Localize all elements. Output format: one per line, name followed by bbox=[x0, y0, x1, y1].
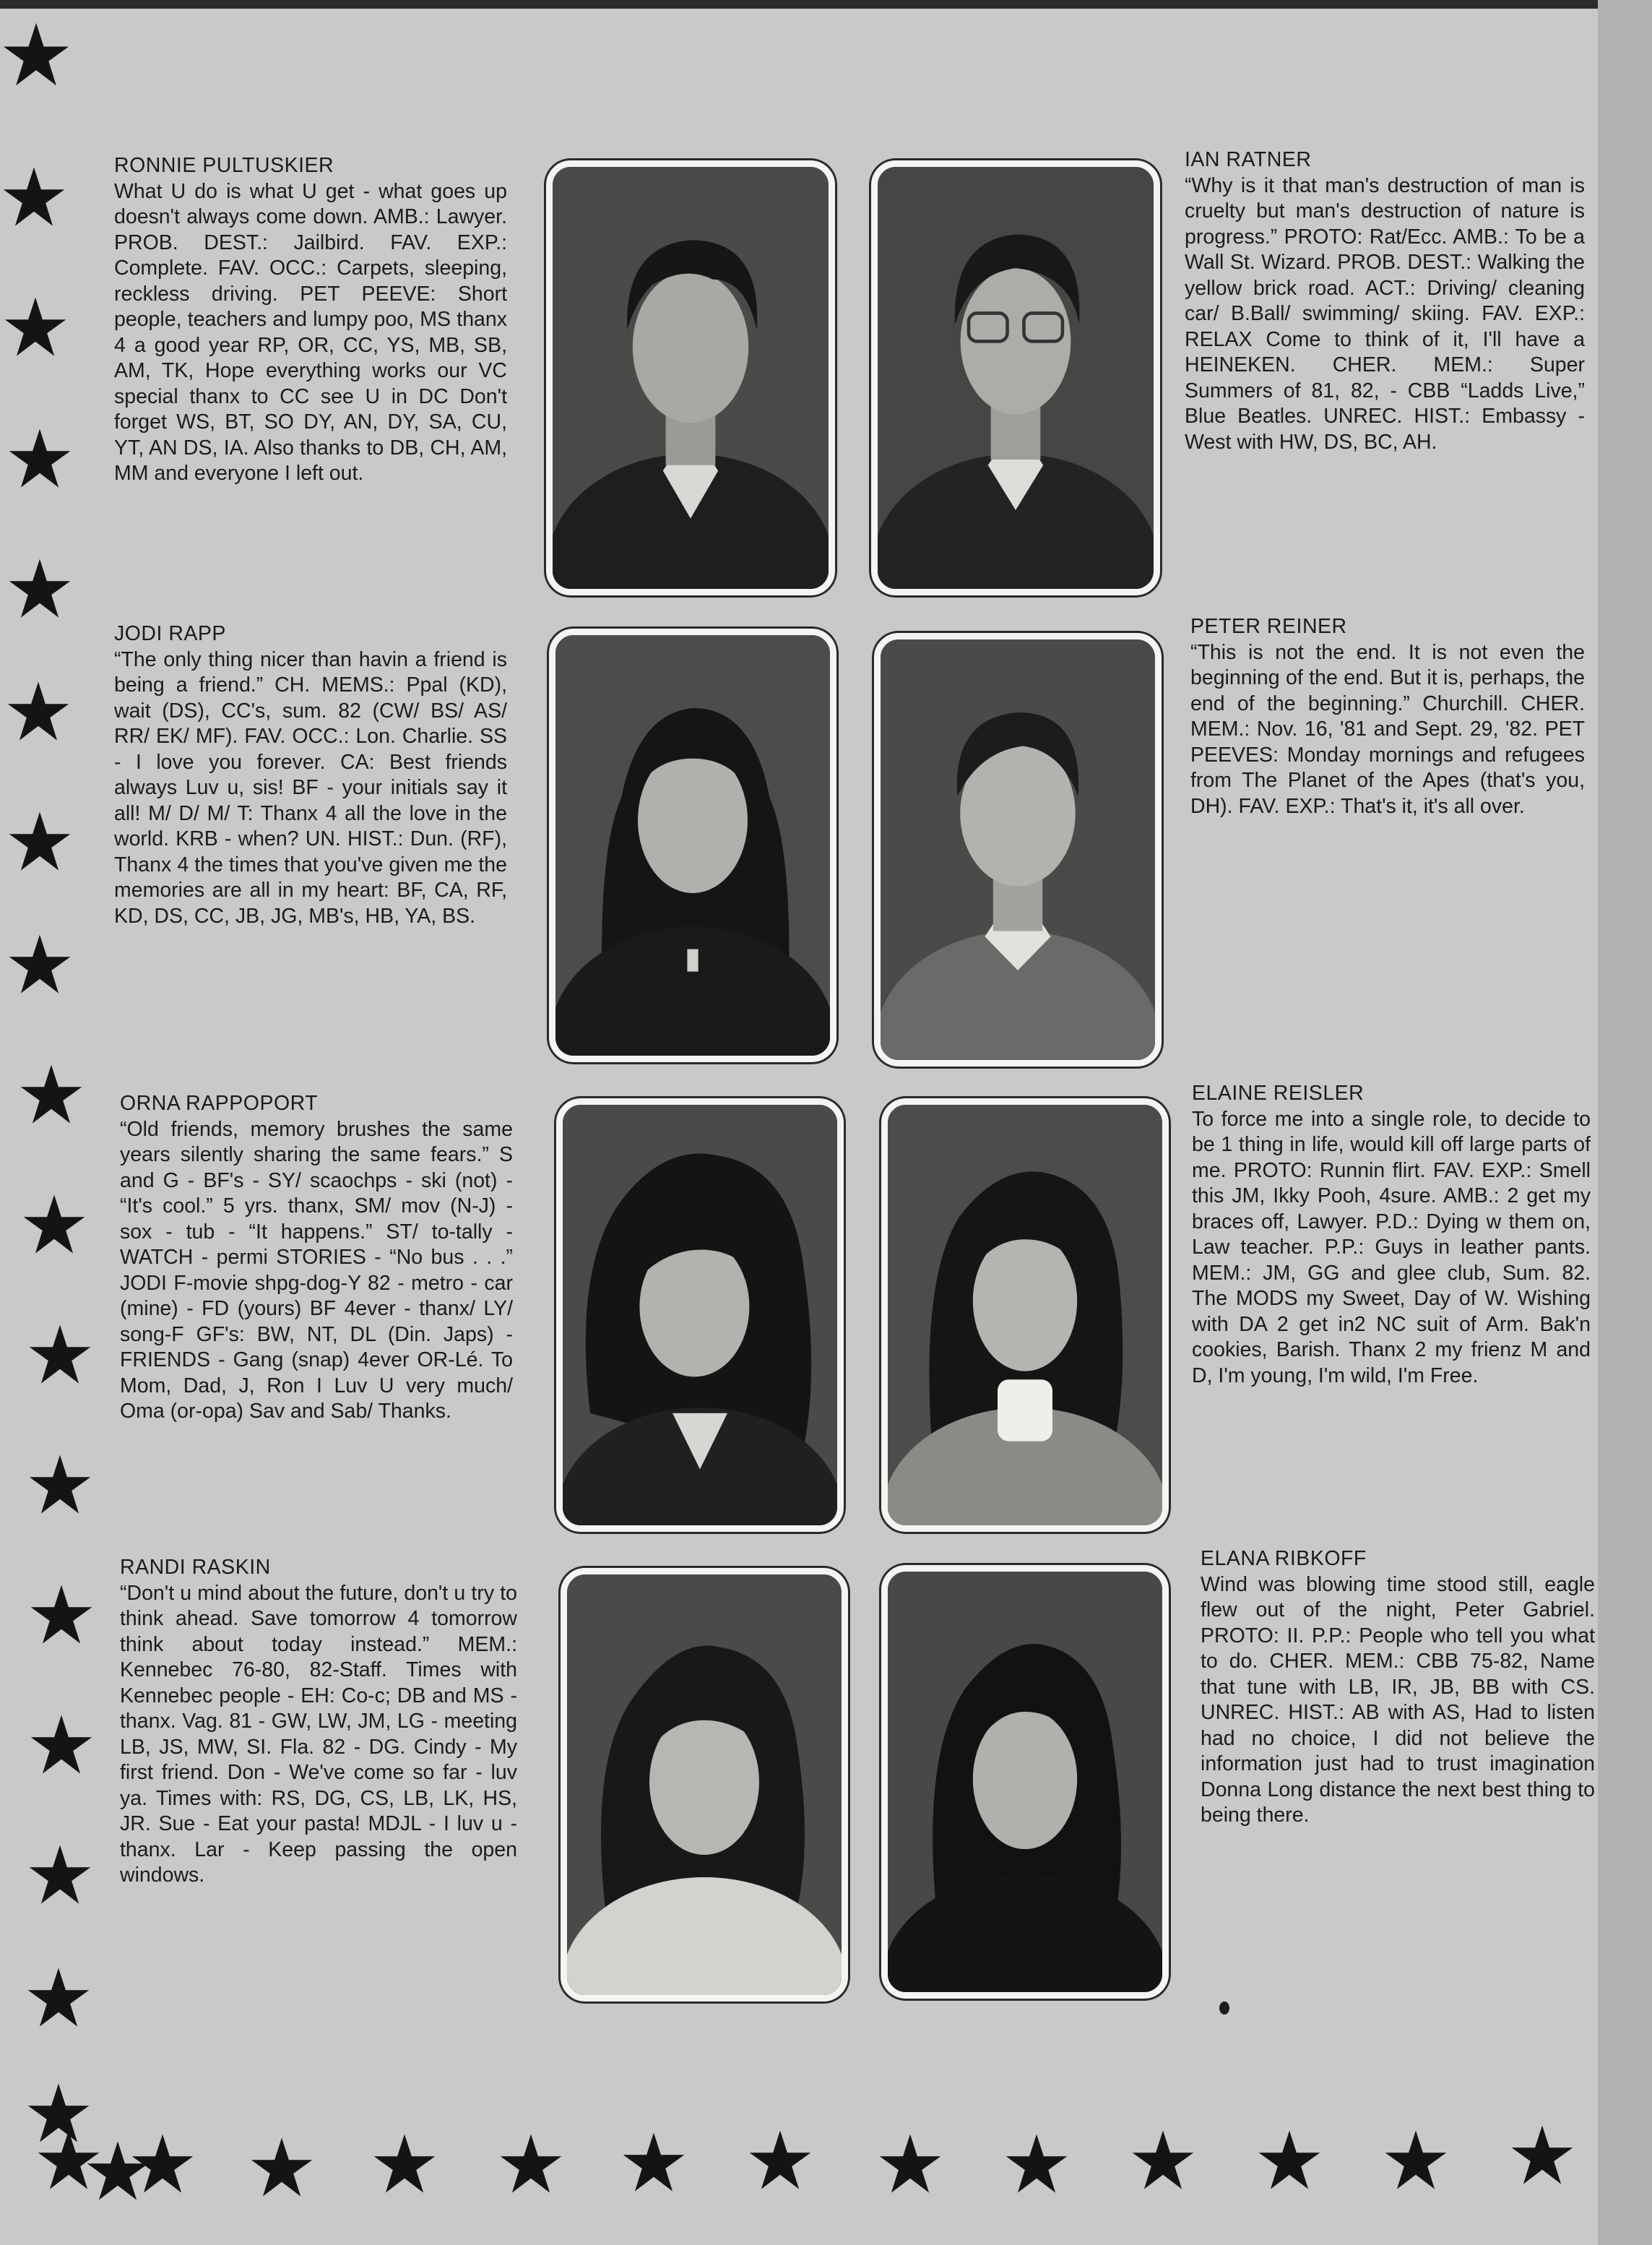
star-decoration bbox=[878, 2132, 943, 2197]
senior-entry bbox=[114, 621, 507, 929]
student-name: RANDI RASKIN bbox=[120, 1556, 271, 1579]
student-portrait-photo bbox=[871, 160, 1160, 595]
student-bio: To force me into a single role, to decide to be 1 thing in life, would kill off large parts of me. PROTO: Runnin flirt. FAV. EXP.: Smell this JM, Ikky Pooh, 4sure. AMB.: 2 get my braces off, Lawyer. P.D.: Dying w them on, Law teacher. P.P.: Guys in leather pants. MEM.: JM, GG and glee club, Sum. 82. The MODS my Sweet, Day of W. Wishing with DA 2 get in2 NC suit of Arm. Bak'n cookies, Barish. Thanx 2 my frienz M and D, I'm young, I'm wild, I'm Free. bbox=[1192, 1107, 1591, 1387]
star-decoration bbox=[29, 1712, 94, 1778]
senior-entry bbox=[1185, 147, 1585, 455]
student-name: ELANA RIBKOFF bbox=[1201, 1547, 1367, 1570]
star-decoration bbox=[27, 1452, 92, 1517]
star-decoration bbox=[6, 679, 71, 744]
star-decoration bbox=[1004, 2132, 1069, 2197]
student-name: JODI RAPP bbox=[114, 622, 226, 645]
student-name: ORNA RAPPOPORT bbox=[120, 1092, 319, 1115]
student-bio: “The only thing nicer than havin a friend is being a friend.” CH. MEMS.: Ppal (KD), wait (DS), CC's, sum. 82 (CW/ BS/ AS/ RR/ EK/ MF). FAV. OCC.: Lon. Charlie. SS - I love you forever. CA: Best friends always Luv u, sis! BF - your initials say it all! M/ D/ M/ T: Thanx 4 all the love in the world. KRB - when? UN. HIST.: Dun. (RF), Thanx 4 the times that you've given me the memories are all in my heart: BF, CA, RF, KD, DS, CC, JB, JG, MB's, HB, YA, BS. bbox=[114, 647, 507, 928]
star-decoration bbox=[249, 2135, 314, 2200]
star-decoration bbox=[7, 556, 72, 621]
student-portrait-photo bbox=[556, 1098, 844, 1532]
student-name: RONNIE PULTUSKIER bbox=[114, 154, 334, 177]
star-decoration bbox=[1257, 2128, 1322, 2193]
star-decoration bbox=[29, 1582, 94, 1647]
star-decoration bbox=[27, 1322, 92, 1387]
student-name: ELAINE REISLER bbox=[1192, 1082, 1365, 1105]
senior-entry bbox=[1192, 1081, 1591, 1389]
student-bio: “This is not the end. It is not even the beginning of the end. But it is, perhaps, the end of the beginning.” Churchill. CHER. MEM.: Nov. 16, '81 and Sept. 29, '82. PET PEEVES: Monday mornings and refugees from The Planet of the Apes (that's you, DH). FAV. EXP.: That's it, it's all over. bbox=[1190, 640, 1585, 818]
student-name: IAN RATNER bbox=[1185, 148, 1312, 171]
star-decoration bbox=[26, 1965, 91, 2030]
student-bio: “Don't u mind about the future, don't u try to think ahead. Save tomorrow 4 tomorrow think about today instead.” MEM.: Kennebec 76-80, 82-Staff. Times with Kennebec people - EH: Co-c; DB and MS - thanx. Vag. 81 - GW, LW, JM, LG - meeting LB, JS, MW, SI. Fla. 82 - DG. Cindy - My first friend. Don - We've come so far - luv ya. Times with: RS, DG, CS, LB, LK, HS, JR. Sue - Eat your pasta! MDJL - I luv u - thanx. Lar - Keep passing the open windows. bbox=[120, 1581, 517, 1887]
senior-entry bbox=[1201, 1546, 1595, 1829]
senior-entry bbox=[120, 1091, 513, 1425]
page-right-edge bbox=[1598, 0, 1652, 2245]
star-decoration bbox=[372, 2132, 437, 2197]
student-portrait-photo bbox=[561, 1568, 848, 2001]
senior-entry bbox=[120, 1555, 517, 1889]
ink-speck bbox=[1219, 2001, 1229, 2015]
star-decoration bbox=[1383, 2128, 1448, 2193]
page-top-edge bbox=[0, 0, 1652, 9]
student-portrait-photo bbox=[881, 1098, 1169, 1532]
student-portrait-photo bbox=[881, 1565, 1169, 1999]
star-decoration bbox=[1, 165, 66, 230]
star-decoration bbox=[1, 20, 71, 90]
student-portrait-photo bbox=[549, 629, 836, 1062]
star-decoration bbox=[22, 1192, 87, 1257]
student-bio: What U do is what U get - what goes up doesn't always come down. AMB.: Lawyer. PROB. DEST.: Jailbird. FAV. EXP.: Complete. FAV. OCC.: Carpets, sleeping, reckless driving. PET PEEVE: Short people, teachers and lumpy poo, MS thanx 4 a good year RP, OR, CC, YS, MB, SB, AM, TK, Hope everything works our VC special thanx to CC see U in DC Don't forget WS, BT, SO DY, AN, DY, SA, CU, YT, AN DS, IA. Also thanks to DB, CH, AM, MM and everyone I left out. bbox=[114, 179, 507, 485]
star-decoration bbox=[748, 2128, 813, 2193]
star-decoration bbox=[19, 1062, 84, 1127]
student-name: PETER REINER bbox=[1190, 615, 1347, 638]
star-decoration bbox=[7, 426, 72, 491]
student-bio: “Why is it that man's destruction of man is cruelty but man's destruction of nature is progress.” PROTO: Rat/Ecc. AMB.: To be a Wall St. Wizard. PROB. DEST.: Walking the yellow brick road. ACT.: Driving/ cleaning car/ B.Ball/ swimming/ skiing. FAV. EXP.: RELAX Come to think of it, I'll have a HEINEKEN. CHER. MEM.: Super Summers of 81, 82, - CBB “Ladds Live,” Blue Beatles. UNREC. HIST.: Embassy - West with HW, DS, BC, AH. bbox=[1185, 173, 1585, 454]
senior-entry bbox=[114, 153, 507, 487]
star-decoration bbox=[3, 295, 68, 360]
star-decoration bbox=[1510, 2123, 1575, 2188]
student-portrait-photo bbox=[546, 160, 835, 595]
student-portrait-photo bbox=[874, 633, 1162, 1067]
senior-entry bbox=[1190, 614, 1585, 819]
star-decoration bbox=[621, 2130, 686, 2195]
star-decoration bbox=[27, 1843, 92, 1908]
star-decoration bbox=[130, 2132, 195, 2197]
star-decoration bbox=[498, 2132, 563, 2197]
star-decoration bbox=[1130, 2128, 1195, 2193]
student-bio: “Old friends, memory brushes the same years silently sharing the same fears.” S and G - BF's - SY/ scaochps - ski (not) - “It's cool.” 5 yrs. thanx, SM/ mov (N-J) - sox - tub - “It happens.” ST/ to-tally - WATCH - permi STORIES - “No bus . . .” JODI F-movie shpg-dog-Y 82 - metro - car (mine) - FD (yours) BF 4ever - thanx/ LY/ song-F GF's: BW, NT, DL (Din. Japs) - FRIENDS - Gang (snap) 4ever OR-Lé. To Mom, Dad, J, Ron I Luv U very much/ Oma (or-opa) Sav and Sab/ Thanks. bbox=[120, 1117, 513, 1423]
student-bio: Wind was blowing time stood still, eagle flew out of the night, Peter Gabriel. PROTO: II. P.P.: People who tell you what to do. CHER. MEM.: CBB 75-82, Name that tune with LB, IR, JB, BB with CS. UNREC. HIST.: AB with AS, Had to listen had no choice, I did not believe the information just had to trust imagination Donna Long distance the next best thing to being there. bbox=[1201, 1572, 1595, 1827]
star-decoration bbox=[7, 932, 72, 997]
star-decoration bbox=[7, 809, 72, 874]
